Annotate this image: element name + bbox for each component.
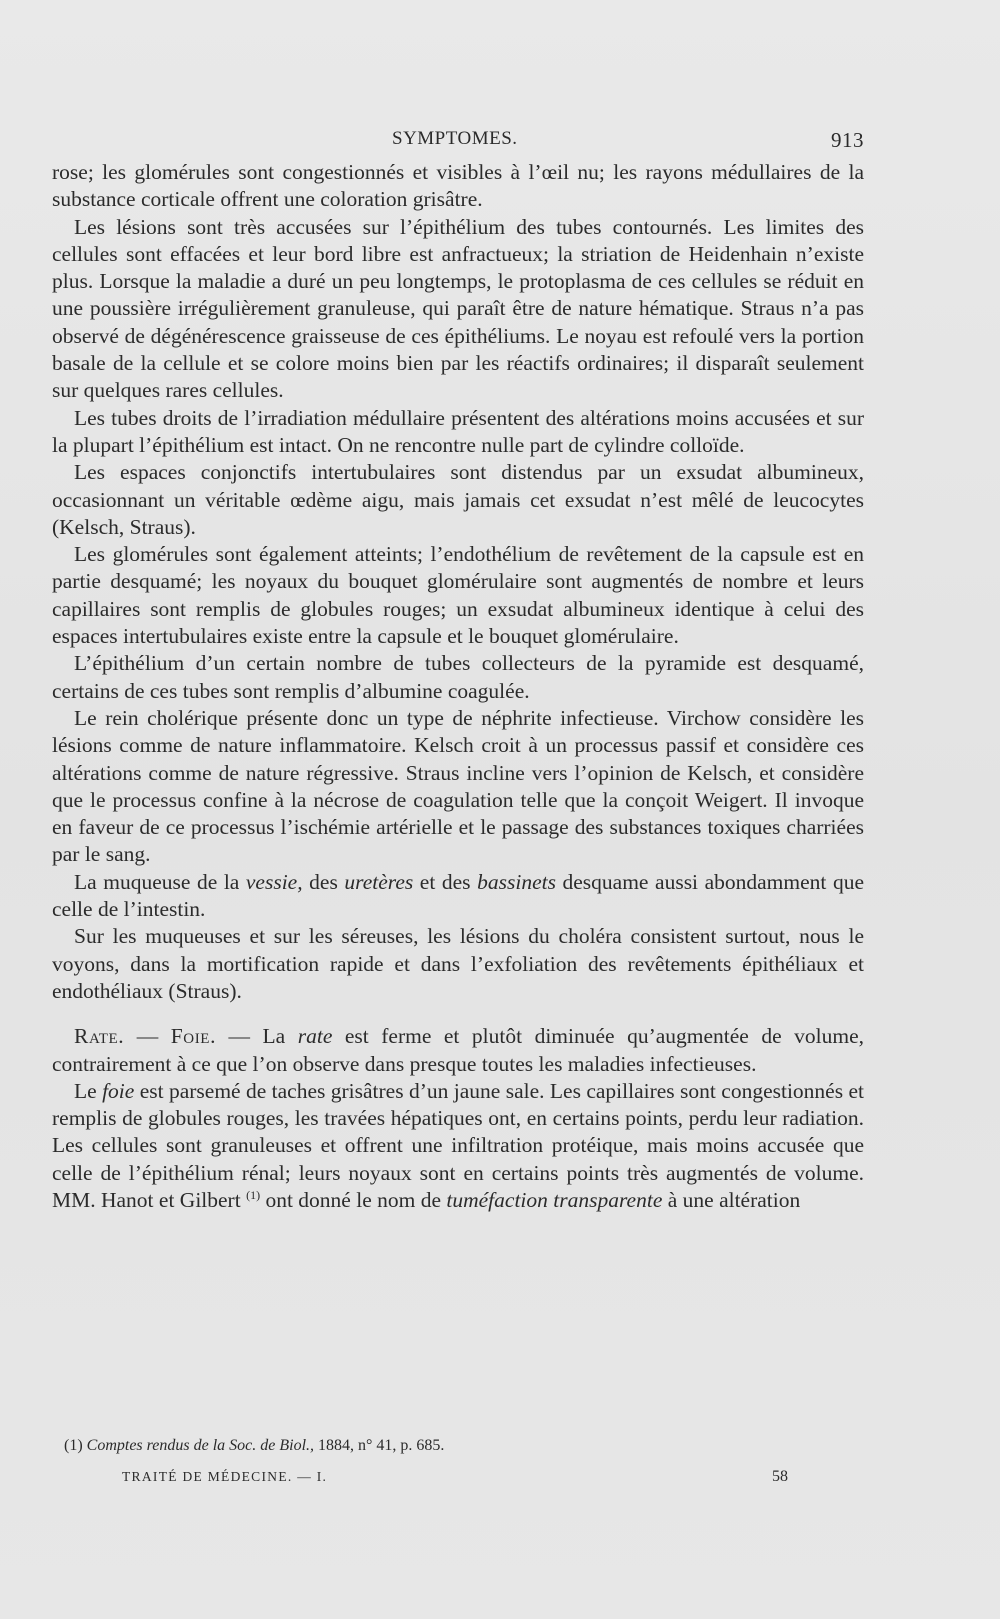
footnote — [64, 1437, 884, 1455]
paragraph: Les glomérules sont également atteints; l’endothélium de revêtement de la capsule est en partie desquamé; les noyaux du bouquet glomérulaire sont augmentés de nombre et leurs capillaires sont remplis de globules rouges; un exsudat albumineux identique à celui des espaces intertubulaires existe entre la capsule et le bouquet glomérulaire. — [52, 542, 864, 649]
running-title: SYMPTOMES. — [392, 128, 518, 149]
paragraph: Les tubes droits de l’irradiation médullaire présentent des altérations moins accusées et sur la plupart l’épithélium est intact. On ne rencontre nulle part de cylindre colloïde. — [52, 405, 864, 457]
text: Le — [74, 1078, 103, 1103]
paragraph: Les espaces conjonctifs intertubulaires sont distendus par un exsudat albumineux, occasionnant un véritable œdème aigu, mais jamais cet exsudat n’est mêlé de leucocytes (Kelsch, Straus). — [52, 460, 864, 539]
footnote-text: Comptes rendus de la Soc. de Biol., — [82, 1437, 315, 1454]
text: et des — [413, 869, 478, 894]
italic-term: vessie, — [245, 869, 303, 894]
italic-term: rate — [297, 1024, 333, 1049]
page-header — [52, 128, 864, 156]
italic-term: uretères — [344, 869, 414, 894]
text: est parsemé de taches grisâtres d’un jaune sale. Les capillaires sont congestionnés et remplis de globules rouges, les travées hépatiques ont, en certains points, perdu leur radiation. Les cellules sont granuleuses et offrent une infiltration protéique, mais moins accusée que celle de l’épithélium rénal; leurs noyaux sont en certains points très augmentés de volume. MM. Hanot et Gilbert — [52, 1078, 864, 1212]
page-number: 913 — [831, 128, 864, 152]
signature-number: 58 — [772, 1468, 788, 1485]
paragraph: Le rein cholérique présente donc un type de néphrite infectieuse. Virchow considère les lésions comme de nature inflammatoire. Kelsch croit à un processus passif et considère ces altérations comme de nature régressive. Straus incline vers l’opinion de Kelsch, et considère que le processus confine à la nécrose de coagulation telle que la conçoit Weigert. Il invoque en faveur de ce processus l’ischémie artérielle et le passage des substances toxiques charriées par le sang. — [52, 705, 864, 867]
text: La — [262, 1024, 298, 1049]
paragraph-rate — [52, 1023, 864, 1078]
italic-term: bassinets — [477, 869, 556, 894]
text: des — [302, 869, 345, 894]
text: ont donné le nom de — [260, 1187, 447, 1212]
paragraph: Les lésions sont très accusées sur l’épithélium des tubes contournés. Les limites des cellules sont effacées et leur bord libre est anfractueux; la striation de Heidenhain n’existe plus. Lorsque la maladie a duré un peu longtemps, le protoplasma de ces cellules se réduit en une poussière irrégulièrement granuleuse, qui paraît être de nature hématique. Straus n’a pas observé de dégénérescence graisseuse de ces épithéliums. Le noyau est refoulé vers la portion basale de la cellule et se colore moins bien par les réactifs ordinaires; il disparaît seulement sur quelques rares cellules. — [52, 214, 864, 403]
paragraph: L’épithélium d’un certain nombre de tubes collecteurs de la pyramide est desquamé, certains de ces tubes sont remplis d’albumine coagulée. — [52, 651, 864, 703]
paragraph: rose; les glomérules sont congestionnés et visibles à l’œil nu; les rayons médullaires de la substance corticale offrent une coloration grisâtre. — [52, 160, 864, 212]
printer-signature: TRAITÉ DE MÉDECINE. — I. — [122, 1469, 328, 1484]
body-text — [52, 159, 864, 1214]
footnote-details: 1884, n° 41, p. 685. — [314, 1437, 445, 1454]
text: est ferme et plutôt diminuée qu’augmentée de volume, contrairement à ce que l’on observe dans presque toutes les maladies infectieuses. — [52, 1024, 865, 1076]
text: desquame aussi abondamment que celle de l’intestin. — [52, 869, 864, 922]
footnote-reference: (1) — [246, 1187, 261, 1202]
paragraph: Sur les muqueuses et sur les séreuses, les lésions du choléra consistent surtout, nous le voyons, dans la mortification rapide et dans l’exfoliation des revêtements épithéliaux et endothéliaux (Straus). — [52, 924, 864, 1003]
italic-term: tuméfaction transparente — [446, 1187, 663, 1212]
section-heading-foie: Foie. — [170, 1024, 217, 1049]
dash: — — [124, 1024, 171, 1049]
footnote-marker: (1) — [64, 1437, 83, 1454]
text: La muqueuse de la — [74, 869, 246, 894]
paragraph-foie — [52, 1078, 864, 1214]
italic-term: foie — [102, 1078, 135, 1103]
section-heading-rate: Rate. — [74, 1024, 125, 1049]
text: à une altération — [662, 1187, 801, 1212]
dash: — — [216, 1024, 263, 1049]
paragraph-vessie — [52, 869, 864, 924]
